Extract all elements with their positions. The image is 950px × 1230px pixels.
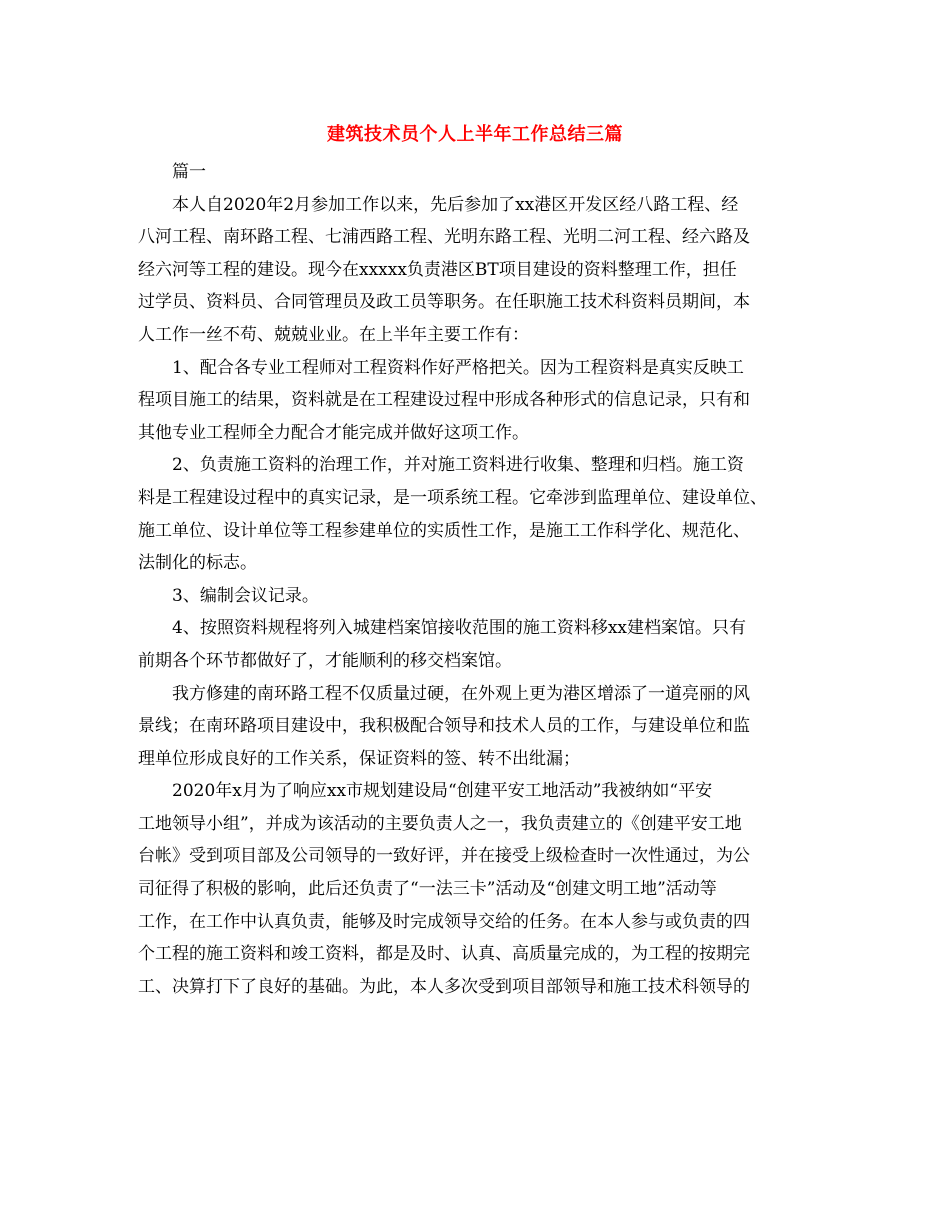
paragraph-line: 前期各个环节都做好了，才能顺利的移交档案馆。 [138,650,512,671]
paragraph-line: 工地领导小组”，并成为该活动的主要负责人之一，我负责建立的《创建平安工地 [138,813,742,834]
paragraph-line: 2020年x月为了响应xx市规划建设局“创建平安工地活动”我被纳如“平安 [172,781,713,802]
paragraph-line: 台帐》受到项目部及公司领导的一致好评，并在接受上级检查时一次性通过，为公 [138,846,750,867]
paragraph-line: 八河工程、南环路工程、七浦西路工程、光明东路工程、光明二河工程、经六路及 [138,227,750,248]
paragraph-line: 我方修建的南环路工程不仅质量过硬，在外观上更为港区增添了一道亮丽的风 [172,683,750,704]
paragraph-line: 其他专业工程师全力配合才能完成并做好这项工作。 [138,422,529,443]
paragraph-line: 经六河等工程的建设。现今在xxxxx负责港区BT项目建设的资料整理工作，担任 [138,259,737,280]
paragraph-line: 过学员、资料员、合同管理员及政工员等职务。在任职施工技术科资料员期间，本 [138,292,750,313]
paragraph-line: 施工单位、设计单位等工程参建单位的实质性工作，是施工工作科学化、规范化、 [138,520,750,541]
paragraph-line: 理单位形成良好的工作关系，保证资料的签、转不出纰漏； [138,748,580,769]
paragraph-line: 程项目施工的结果，资料就是在工程建设过程中形成各种形式的信息记录，只有和 [138,390,750,411]
paragraph-line: 1、配合各专业工程师对工程资料作好严格把关。因为工程资料是真实反映工 [172,357,744,378]
paragraph-line: 景线；在南环路项目建设中，我积极配合领导和技术人员的工作，与建设单位和监 [138,716,750,737]
paragraph-line: 料是工程建设过程中的真实记录，是一项系统工程。它牵涉到监理单位、建设单位、 [138,487,767,508]
paragraph-line: 司征得了积极的影响，此后还负责了“一法三卡”活动及“创建文明工地”活动等 [138,879,717,900]
paragraph-line: 3、编制会议记录。 [172,585,319,606]
document-title: 建筑技术员个人上半年工作总结三篇 [327,124,623,145]
paragraph-line: 工作，在工作中认真负责，能够及时完成领导交给的任务。在本人参与或负责的四 [138,911,750,932]
paragraph-line: 4、按照资料规程将列入城建档案馆接收范围的施工资料移xx建档案馆。只有 [172,618,746,639]
paragraph-line: 法制化的标志。 [138,553,257,574]
paragraph-line: 个工程的施工资料和竣工资料，都是及时、认真、高质量完成的，为工程的按期完 [138,944,750,965]
section-heading: 篇一 [172,162,206,182]
paragraph-line: 工、决算打下了良好的基础。为此，本人多次受到项目部领导和施工技术科领导的 [138,976,750,997]
document-body [138,156,828,1003]
paragraph-line: 2、负责施工资料的治理工作，并对施工资料进行收集、整理和归档。施工资 [172,455,744,476]
paragraph-line: 本人自2020年2月参加工作以来，先后参加了xx港区开发区经八路工程、经 [172,194,739,215]
paragraph-line: 人工作一丝不苟、兢兢业业。在上半年主要工作有： [138,324,529,345]
